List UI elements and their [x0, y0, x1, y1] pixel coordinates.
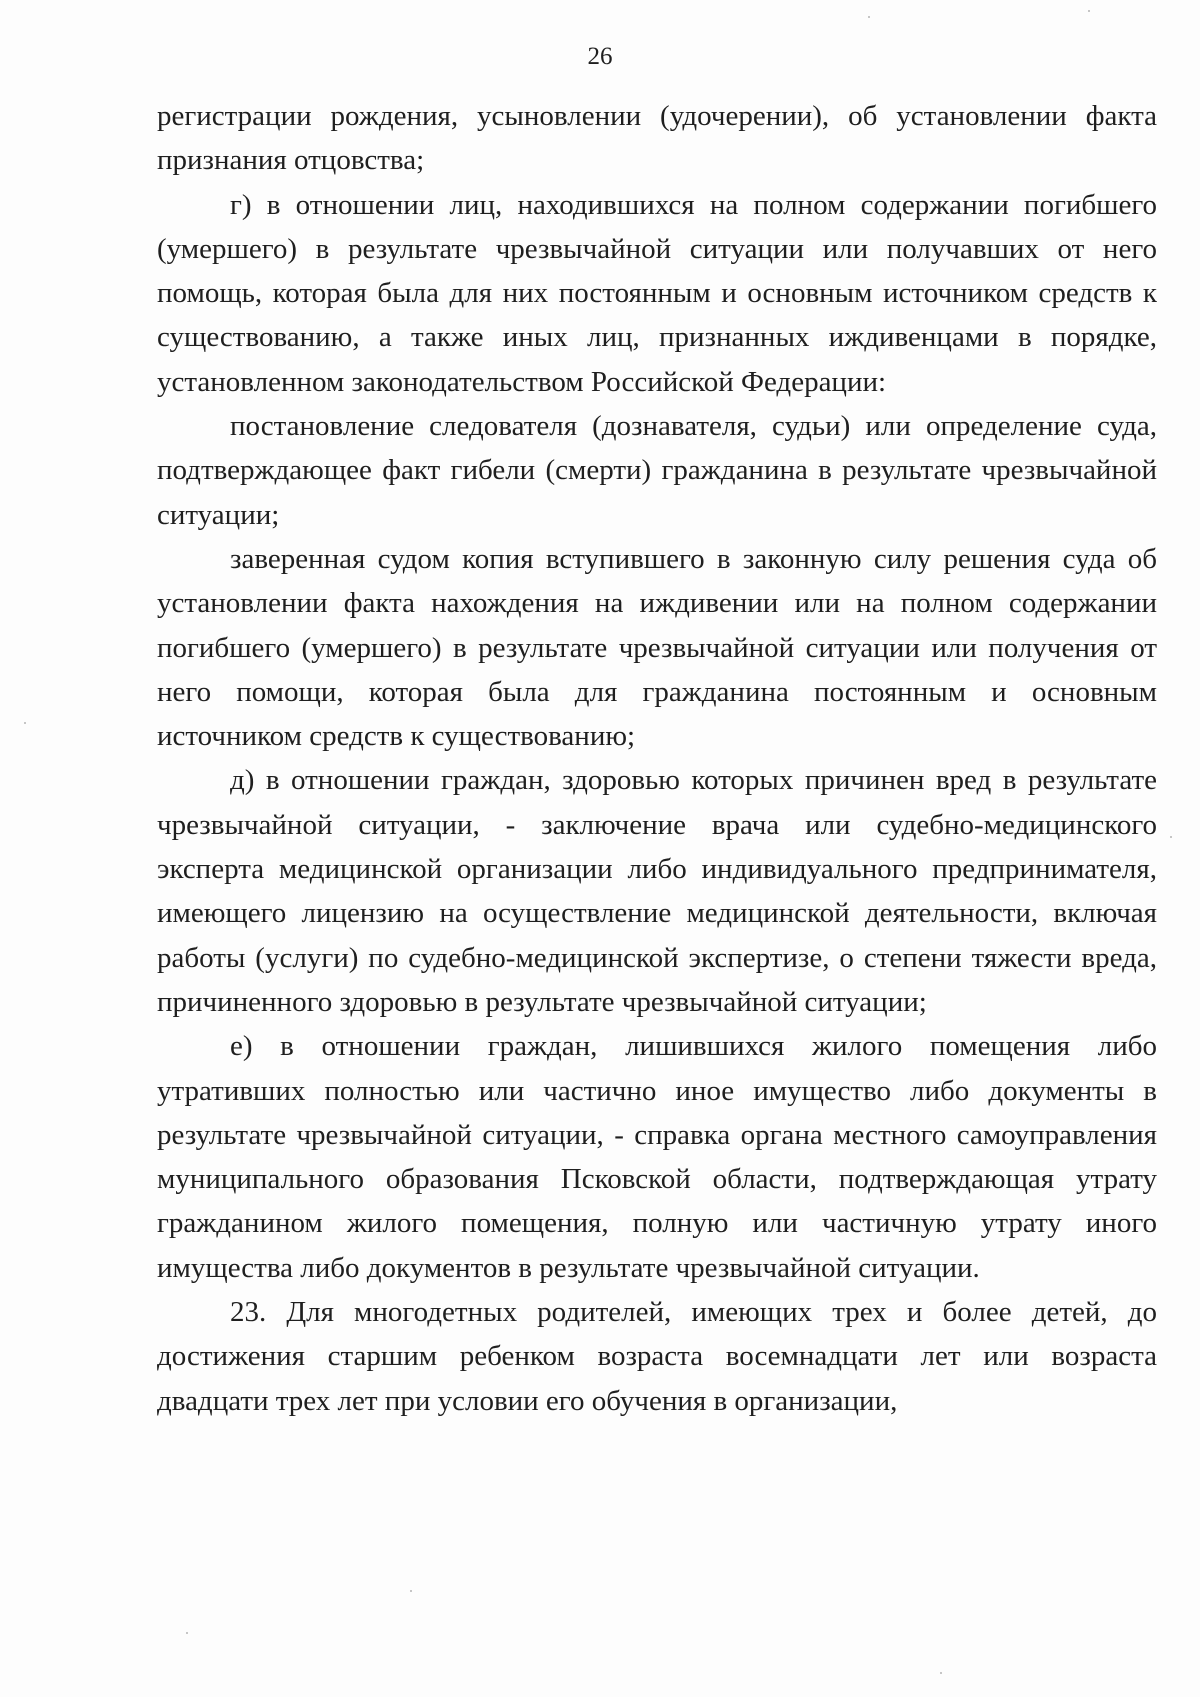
paragraph-item-23: 23. Для многодетных родителей, имеющих трех и более детей, до достижения старшим ребенком возраста восемнадцати лет или возраста двадцати трех лет при условии его обучения в организации,: [157, 1296, 1157, 1417]
paragraph-continuation: регистрации рождения, усыновлении (удочерении), об установлении факта признания отцовства;: [157, 100, 1157, 177]
scan-speck: [24, 722, 26, 724]
scan-speck: [186, 1632, 188, 1634]
paragraph-resolution: постановление следователя (дознавателя, судьи) или определение суда, подтверждающее факт гибели (смерти) гражданина в результате чрезвычайной ситуации;: [157, 410, 1157, 531]
page-number: 26: [587, 43, 613, 70]
paragraph-item-e: е) в отношении граждан, лишившихся жилого помещения либо утративших полностью или частично иное имущество либо документы в результате чрезвычайной ситуации, - справка органа местного самоуправления муниципального образования Псковской области, подтверждающая утрату гражданином жилого помещения, полную или частичную утрату иного имущества либо документов в результате чрезвычайной ситуации.: [157, 1030, 1157, 1284]
paragraph-court-copy: заверенная судом копия вступившего в законную силу решения суда об установлении факта нахождения на иждивении или на полном содержании погибшего (умершего) в результате чрезвычайной ситуации или получения от него помощи, которая была для гражданина постоянным и основным источником средств к существованию;: [157, 542, 1157, 753]
scan-speck: [868, 16, 870, 18]
document-body: [157, 94, 1157, 1423]
scan-speck: [940, 1672, 942, 1674]
scan-speck: [1088, 10, 1090, 12]
paragraph-item-g: г) в отношении лиц, находившихся на полном содержании погибшего (умершего) в результате чрезвычайной ситуации или получавших от него помощь, которая была для них постоянным и основным источником средств к существованию, а также иных лиц, признанных иждивенцами в порядке, установленном законодательством Российской Федерации:: [157, 188, 1157, 398]
paragraph-item-d: д) в отношении граждан, здоровью которых причинен вред в результате чрезвычайной ситуации, - заключение врача или судебно-медицинского эксперта медицинской организации либо индивидуального предпринимателя, имеющего лицензию на осуществление медицинской деятельности, включая работы (услуги) по судебно-медицинской экспертизе, о степени тяжести вреда, причиненного здоровью в результате чрезвычайной ситуации;: [157, 764, 1157, 1018]
scan-speck: [1170, 836, 1172, 838]
scan-speck: [410, 1590, 412, 1592]
